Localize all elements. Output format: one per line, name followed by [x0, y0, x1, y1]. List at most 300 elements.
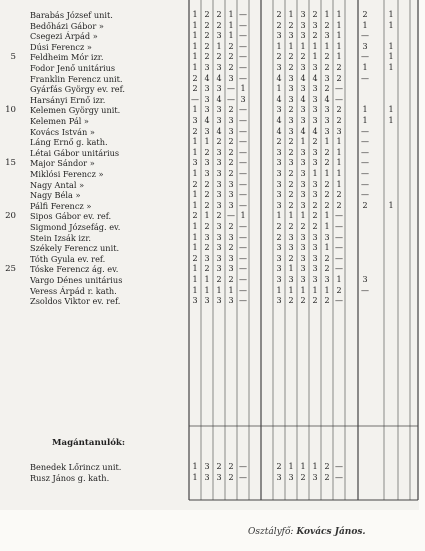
grade-cell: 3 — [228, 232, 234, 242]
grade-cell: 2 — [324, 200, 330, 210]
grade-cell: 2 — [300, 472, 306, 482]
private-students-heading-row — [0, 438, 419, 449]
grade-cell: 1 — [362, 63, 368, 72]
grade-cell: 4 — [276, 73, 282, 83]
student-name: Kovács István » — [30, 126, 95, 137]
student-name: Kelemen György unit. — [30, 105, 121, 116]
grade-cell: — — [239, 105, 247, 115]
grade-cell: 1 — [336, 147, 342, 157]
grade-cell: 1 — [192, 169, 198, 178]
grade-cell: 3 — [192, 158, 198, 168]
grade-cell: 3 — [204, 296, 210, 306]
grade-cell: 3 — [300, 253, 306, 263]
grade-cell: 2 — [312, 137, 318, 147]
grade-cell: 4 — [216, 94, 222, 104]
grade-cell: 2 — [204, 243, 210, 253]
grade-cell: 1 — [240, 211, 246, 221]
grade-cell: 3 — [276, 105, 282, 115]
table-row — [0, 127, 419, 138]
grade-cell: 3 — [276, 179, 282, 189]
grade-cell: 2 — [228, 137, 234, 147]
grade-cell: 1 — [324, 169, 330, 178]
grade-cell: 1 — [300, 211, 306, 221]
grade-cell: 1 — [228, 31, 234, 41]
grade-cell: 4 — [300, 94, 306, 104]
student-name: Vargo Dénes unitárius — [30, 275, 123, 285]
grade-cell: 1 — [192, 190, 198, 200]
grade-cell: 3 — [300, 116, 306, 125]
grade-cell: 2 — [312, 31, 318, 41]
table-row — [0, 63, 419, 74]
grade-cell: 2 — [228, 472, 234, 482]
grade-cell: 3 — [276, 243, 282, 253]
row-number: 5 — [10, 52, 16, 63]
student-name: Miklósi Ferencz » — [30, 169, 104, 179]
grade-cell: 3 — [312, 275, 318, 284]
table-row — [0, 201, 419, 212]
grade-cell: 1 — [324, 137, 330, 147]
grade-cell: 1 — [192, 137, 198, 147]
grade-cell: — — [335, 253, 343, 263]
grade-cell: 2 — [228, 52, 234, 62]
grade-cell: 1 — [288, 41, 294, 51]
grade-cell: 4 — [300, 126, 306, 136]
grade-cell: 3 — [228, 264, 234, 274]
grade-cell: 1 — [388, 41, 394, 51]
grade-cell: 3 — [276, 296, 282, 306]
student-name: Láng Ernő g. kath. — [30, 137, 108, 148]
grade-cell: 3 — [216, 147, 222, 157]
grade-cell: 1 — [336, 158, 342, 168]
grade-cell: 3 — [288, 84, 294, 94]
grade-cell: 2 — [288, 190, 294, 200]
grade-cell: 3 — [228, 179, 234, 189]
grade-cell: 3 — [312, 253, 318, 263]
grade-cell: 3 — [312, 84, 318, 94]
grade-cell: 3 — [216, 253, 222, 263]
grade-cell: 3 — [312, 20, 318, 30]
grade-cell: — — [239, 253, 247, 263]
table-row — [0, 105, 419, 116]
grade-cell: — — [361, 73, 369, 83]
grade-cell: — — [335, 94, 343, 104]
grade-cell: — — [361, 169, 369, 178]
grade-cell: 3 — [204, 158, 210, 168]
grade-cell: 1 — [336, 169, 342, 178]
grade-cell: 1 — [336, 10, 342, 19]
grade-cell: 1 — [388, 116, 394, 125]
table-row — [0, 74, 419, 85]
grade-cell: 1 — [388, 20, 394, 30]
grade-cell: 3 — [362, 275, 368, 284]
student-name: Franklin Ferencz unit. — [30, 73, 123, 84]
table-row — [0, 211, 419, 222]
grade-cell: 3 — [216, 169, 222, 178]
grade-cell: 3 — [228, 190, 234, 200]
grade-cell: 3 — [312, 94, 318, 104]
grade-cell: 3 — [216, 222, 222, 231]
student-name: Nagy Béla » — [30, 190, 81, 201]
grade-cell: 3 — [204, 126, 210, 136]
grade-cell: 3 — [216, 105, 222, 115]
grade-cell: — — [361, 190, 369, 200]
grade-cell: 2 — [276, 232, 282, 242]
grade-cell: 1 — [228, 10, 234, 19]
grade-cell: 1 — [192, 243, 198, 253]
grade-cell: 4 — [276, 94, 282, 104]
grade-cell: 4 — [300, 73, 306, 83]
grade-cell: 2 — [216, 52, 222, 62]
grade-cell: 2 — [204, 41, 210, 51]
grade-cell: 1 — [336, 137, 342, 147]
grade-cell: — — [239, 137, 247, 147]
grade-cell: 3 — [228, 73, 234, 83]
grade-cell: 3 — [288, 472, 294, 482]
grade-cell: — — [239, 190, 247, 200]
table-row — [0, 264, 419, 275]
grade-cell: 2 — [288, 200, 294, 210]
grade-cell: 3 — [288, 116, 294, 125]
grade-cell: 2 — [204, 179, 210, 189]
grade-cell: 3 — [324, 31, 330, 41]
grade-cell: — — [361, 285, 369, 295]
grade-cell: 3 — [324, 232, 330, 242]
grade-cell: — — [239, 73, 247, 83]
grade-cell: 2 — [228, 105, 234, 115]
table-row — [0, 21, 419, 32]
grade-cell: — — [239, 275, 247, 284]
grade-cell: 1 — [276, 41, 282, 51]
grade-cell: 3 — [300, 264, 306, 274]
grade-cell: — — [239, 222, 247, 231]
grade-cell: 3 — [204, 253, 210, 263]
grade-cell: — — [239, 116, 247, 125]
grade-cell: 2 — [288, 147, 294, 157]
student-name: Kelemen Pál » — [30, 116, 89, 126]
grade-cell: 2 — [216, 211, 222, 221]
grade-cell: 3 — [300, 169, 306, 178]
table-row — [0, 473, 419, 484]
grade-cell: 3 — [300, 31, 306, 41]
grade-cell: 1 — [362, 20, 368, 30]
grade-cell: 2 — [204, 190, 210, 200]
grade-cell: 3 — [216, 179, 222, 189]
grade-cell: 2 — [276, 222, 282, 231]
grade-cell: 1 — [204, 275, 210, 284]
grade-cell: 2 — [300, 52, 306, 62]
grade-cell: — — [239, 41, 247, 51]
grade-cell: 3 — [300, 84, 306, 94]
student-name: Gyárfás György ev. ref. — [30, 84, 125, 95]
grade-cell: 1 — [336, 31, 342, 41]
grade-cell: 3 — [312, 63, 318, 72]
grade-cell: 1 — [388, 52, 394, 62]
student-name: Harsányi Ernő izr. — [30, 94, 106, 105]
table-row — [0, 190, 419, 201]
grade-cell: 1 — [388, 10, 394, 19]
grade-cell: 3 — [276, 31, 282, 41]
grade-cell: 3 — [300, 147, 306, 157]
table-row — [0, 180, 419, 191]
grade-cell: 1 — [192, 232, 198, 242]
grade-cell: 1 — [216, 285, 222, 295]
grade-cell: 2 — [228, 462, 234, 471]
grade-cell: 1 — [192, 275, 198, 284]
grade-cell: 2 — [228, 169, 234, 178]
grade-cell: 3 — [204, 94, 210, 104]
grade-cell: 3 — [216, 158, 222, 168]
grade-cell: 3 — [288, 126, 294, 136]
grade-cell: 3 — [216, 264, 222, 274]
grade-cell: 2 — [228, 147, 234, 157]
table-row — [0, 116, 419, 127]
grade-cell: 2 — [228, 222, 234, 231]
grade-cell: 1 — [228, 20, 234, 30]
grade-cell: 3 — [204, 84, 210, 94]
grade-cell: 3 — [288, 232, 294, 242]
table-row — [0, 169, 419, 180]
grade-cell: 2 — [300, 296, 306, 306]
grade-cell: — — [191, 94, 199, 104]
grade-cell: — — [335, 222, 343, 231]
grade-cell: 1 — [276, 84, 282, 94]
grade-cell: 1 — [192, 10, 198, 19]
grade-cell: 3 — [192, 296, 198, 306]
grade-cell: 3 — [300, 179, 306, 189]
grade-cell: 1 — [388, 200, 394, 210]
grade-cell: 2 — [324, 20, 330, 30]
grade-cell: 1 — [300, 285, 306, 295]
grade-cell: — — [335, 243, 343, 253]
grade-cell: 3 — [228, 126, 234, 136]
grade-cell: 2 — [324, 63, 330, 72]
grade-cell: 3 — [276, 264, 282, 274]
student-name: Zsoldos Viktor ev. ref. — [30, 296, 121, 307]
grade-cell: 1 — [276, 285, 282, 295]
grade-cell: — — [361, 126, 369, 136]
grade-cell: — — [239, 63, 247, 72]
grade-cell: 1 — [324, 10, 330, 19]
grade-cell: 2 — [324, 462, 330, 471]
grade-cell: 3 — [216, 84, 222, 94]
grade-cell: 3 — [312, 179, 318, 189]
grade-cell: 2 — [204, 20, 210, 30]
student-name: Csegezi Árpád » — [30, 31, 98, 42]
grade-cell: 2 — [324, 253, 330, 263]
grade-cell: 3 — [288, 158, 294, 168]
table-row — [0, 52, 419, 63]
grade-cell: 4 — [324, 94, 330, 104]
grade-cell: 2 — [312, 296, 318, 306]
grade-cell: 1 — [228, 285, 234, 295]
grade-cell: 3 — [312, 264, 318, 274]
grade-cell: 3 — [312, 105, 318, 115]
grade-cell: — — [239, 169, 247, 178]
grade-cell: — — [239, 462, 247, 471]
grade-cell: — — [361, 147, 369, 157]
grade-cell: 3 — [204, 105, 210, 115]
grade-cell: 2 — [288, 179, 294, 189]
grade-cell: — — [361, 31, 369, 41]
grade-cell: 1 — [276, 211, 282, 221]
grade-cell: 1 — [192, 222, 198, 231]
grade-cell: 1 — [388, 105, 394, 115]
grade-cell: 1 — [192, 285, 198, 295]
grade-cell: 3 — [300, 158, 306, 168]
grade-cell: 3 — [228, 253, 234, 263]
grade-cell: — — [239, 200, 247, 210]
grade-cell: 1 — [336, 41, 342, 51]
grade-cell: 1 — [288, 10, 294, 19]
table-row — [0, 243, 419, 254]
grade-cell: 2 — [288, 20, 294, 30]
grade-cell: — — [239, 10, 247, 19]
grade-cell: 2 — [192, 126, 198, 136]
table-row — [0, 84, 419, 95]
grade-cell: 1 — [312, 285, 318, 295]
grade-cell: 2 — [288, 222, 294, 231]
grade-cell: 2 — [312, 222, 318, 231]
grade-cell: — — [239, 31, 247, 41]
student-name: Tóske Ferencz ág. ev. — [30, 264, 119, 275]
grade-cell: 3 — [324, 73, 330, 83]
grade-cell: 3 — [216, 243, 222, 253]
grade-cell: — — [361, 137, 369, 147]
grade-cell: 3 — [276, 63, 282, 72]
grade-cell: 3 — [300, 20, 306, 30]
grade-cell: 1 — [192, 105, 198, 115]
grade-cell: — — [361, 179, 369, 189]
grade-cell: 1 — [324, 41, 330, 51]
grade-cell: — — [239, 285, 247, 295]
grade-cell: 2 — [216, 462, 222, 471]
grade-cell: 2 — [228, 243, 234, 253]
row-number: 20 — [5, 211, 16, 222]
grade-cell: 2 — [204, 264, 210, 274]
grade-cell: 3 — [288, 275, 294, 284]
grade-cell: 2 — [324, 296, 330, 306]
grade-cell: 3 — [204, 63, 210, 72]
grade-cell: 2 — [288, 63, 294, 72]
grade-cell: 1 — [192, 63, 198, 72]
grade-cell: 1 — [336, 20, 342, 30]
grade-cell: 2 — [192, 253, 198, 263]
grade-cell: 3 — [192, 116, 198, 125]
grade-cell: 3 — [216, 296, 222, 306]
student-name: Rusz János g. kath. — [30, 472, 110, 483]
grade-cell: 3 — [362, 41, 368, 51]
grade-cell: 3 — [300, 232, 306, 242]
grade-cell: 3 — [216, 31, 222, 41]
grade-cell: 3 — [312, 243, 318, 253]
grade-cell: 2 — [324, 147, 330, 157]
student-name: Sigmond Józsefág. ev. — [30, 222, 121, 232]
grade-cell: 3 — [324, 126, 330, 136]
student-name: Pálfi Ferencz » — [30, 200, 92, 211]
grade-cell: — — [335, 472, 343, 482]
grade-cell: — — [239, 20, 247, 30]
grade-cell: 3 — [300, 243, 306, 253]
table-row — [0, 222, 419, 233]
grade-cell: 1 — [240, 84, 246, 94]
student-name: Feldheim Mór izr. — [30, 52, 104, 63]
student-name: Létai Gábor unitárius — [30, 147, 120, 158]
row-number: 15 — [5, 158, 16, 169]
grade-cell: 3 — [288, 31, 294, 41]
table-row — [0, 233, 419, 244]
grade-cell: 2 — [288, 169, 294, 178]
grade-cell: 2 — [324, 158, 330, 168]
grade-cell: 2 — [336, 63, 342, 72]
grade-cell: 1 — [192, 200, 198, 210]
grade-cell: 3 — [216, 472, 222, 482]
grade-cell: 2 — [324, 472, 330, 482]
grade-cell: 3 — [204, 472, 210, 482]
grade-cell: 2 — [204, 147, 210, 157]
table-row — [0, 42, 419, 53]
signature-name: Kovács János. — [296, 527, 366, 537]
private-students-heading: Magántanulók: — [52, 438, 126, 448]
grade-cell: 2 — [324, 264, 330, 274]
grade-cell: 1 — [324, 243, 330, 253]
grade-cell: — — [227, 84, 235, 94]
grade-cell: 1 — [204, 285, 210, 295]
grade-cell: 3 — [312, 232, 318, 242]
student-name: Székely Ferencz unit. — [30, 243, 120, 254]
grade-cell: — — [335, 264, 343, 274]
grade-cell: 2 — [336, 200, 342, 210]
grade-cell: 2 — [192, 179, 198, 189]
grade-cell: — — [361, 52, 369, 62]
grade-cell: — — [239, 179, 247, 189]
grade-cell: 2 — [216, 10, 222, 19]
grade-cell: — — [239, 52, 247, 62]
grade-cell: 2 — [324, 190, 330, 200]
grade-cell: 1 — [300, 462, 306, 471]
grade-cell: 2 — [312, 200, 318, 210]
grade-cell: 3 — [312, 147, 318, 157]
grade-cell: 1 — [324, 285, 330, 295]
grade-cell: — — [239, 232, 247, 242]
grade-cell: 1 — [192, 52, 198, 62]
grade-cell: 2 — [288, 296, 294, 306]
grade-cell: 1 — [324, 222, 330, 231]
grade-cell: 1 — [192, 462, 198, 471]
grade-cell: 1 — [312, 462, 318, 471]
grade-cell: 3 — [216, 116, 222, 125]
grade-cell: 3 — [300, 190, 306, 200]
grade-cell: 3 — [300, 10, 306, 19]
grade-cell: 3 — [312, 158, 318, 168]
signature-prefix: Osztályfő: — [248, 527, 294, 537]
grade-cell: 4 — [312, 126, 318, 136]
grade-cell: 2 — [288, 137, 294, 147]
grade-cell: 2 — [204, 200, 210, 210]
grade-cell: 2 — [362, 200, 368, 210]
grade-cell: 3 — [276, 253, 282, 263]
table-row — [0, 275, 419, 286]
grade-cell: — — [335, 84, 343, 94]
grade-cell: 2 — [312, 10, 318, 19]
grade-cell: 3 — [240, 94, 246, 104]
row-number: 25 — [5, 264, 16, 275]
grade-cell: — — [239, 264, 247, 274]
student-name: Barabás József unit. — [30, 10, 113, 20]
table-row — [0, 137, 419, 148]
grade-cell: — — [239, 147, 247, 157]
grade-cell: 1 — [288, 211, 294, 221]
grade-cell: 2 — [336, 285, 342, 295]
